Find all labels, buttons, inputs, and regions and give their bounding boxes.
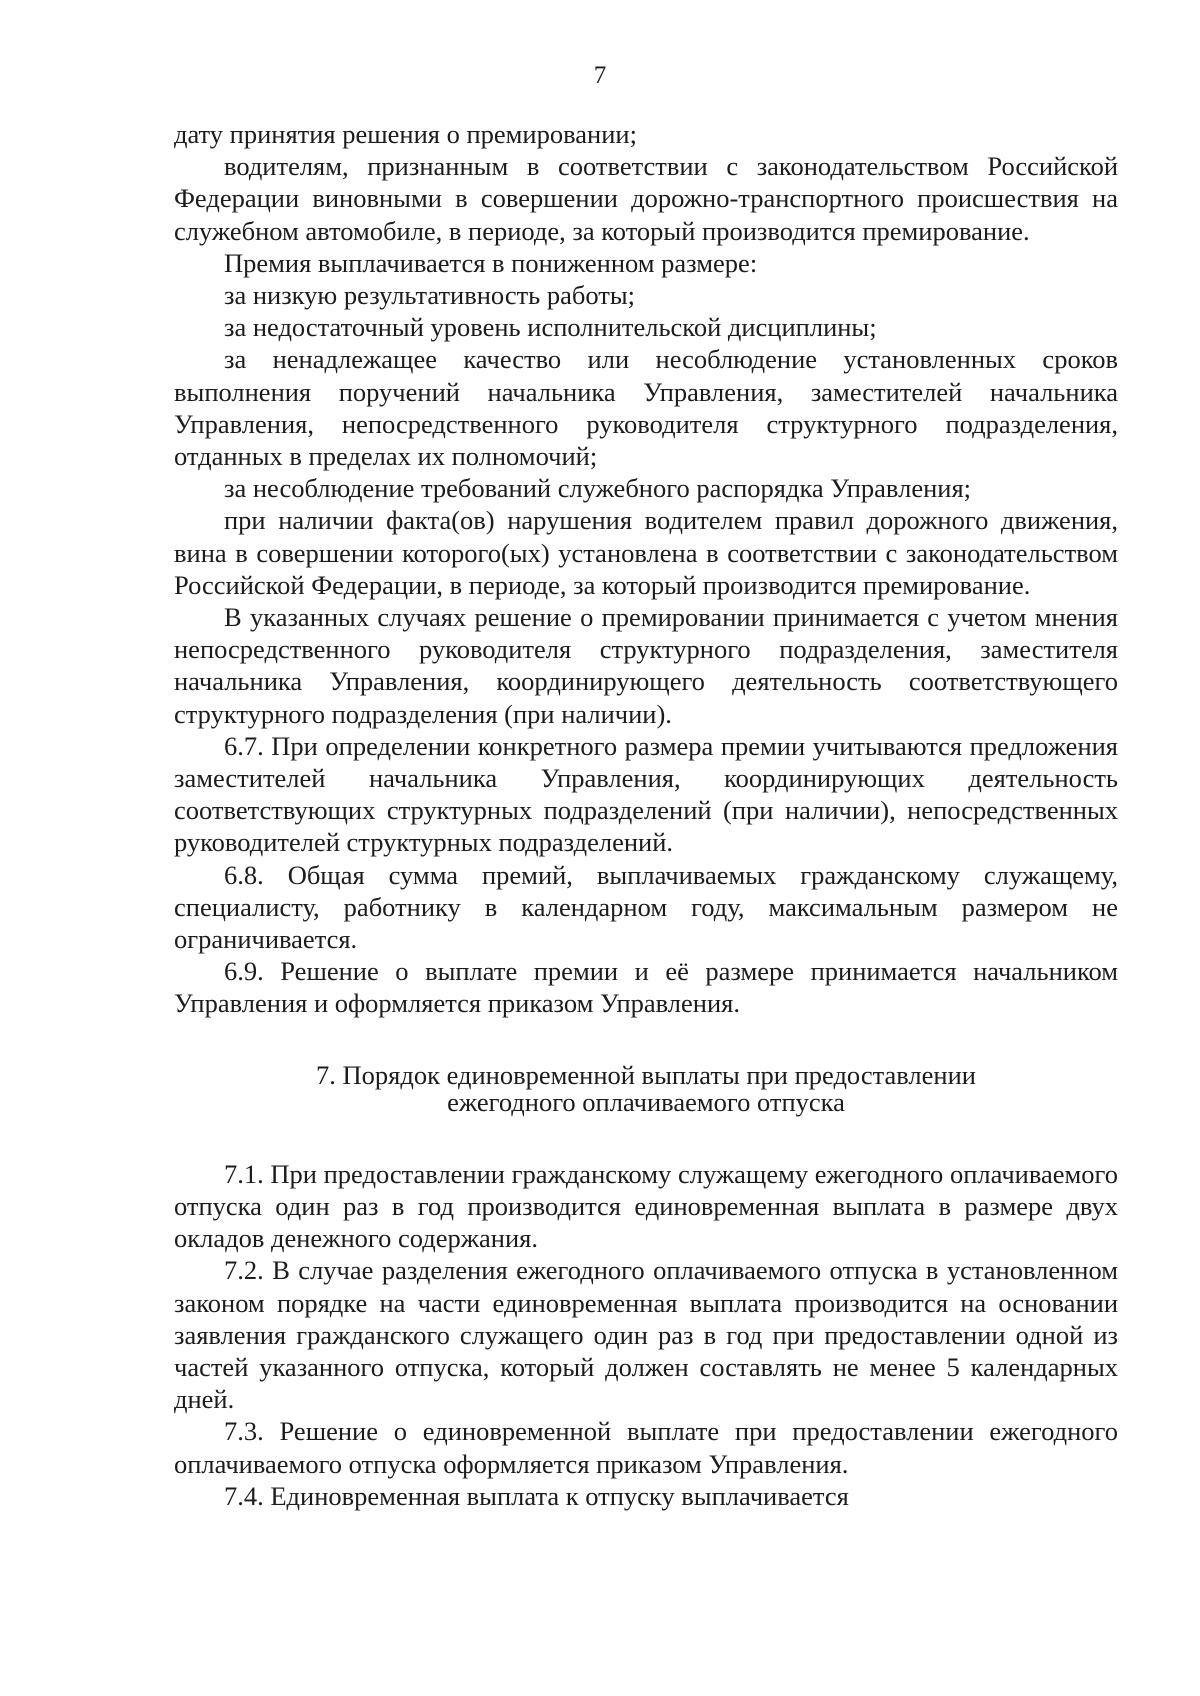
- page-number: 7: [593, 62, 607, 89]
- paragraph: Премия выплачивается в пониженном размере:: [224, 247, 758, 278]
- paragraph: при наличии факта(ов) нарушения водителем правил дорожного движения, вина в совершении которого(ых) установлена в соответствии с законодательством Российской Федерации, в периоде, за который производится премирование.: [174, 505, 1118, 600]
- paragraph: В указанных случаях решение о премировании принимается с учетом мнения непосредственного руководителя структурного подразделения, заместителя начальника Управления, координирующего деятельность соответствующего структурного подразделения (при наличии).: [174, 602, 1118, 729]
- paragraph: за недостаточный уровень исполнительской дисциплины;: [224, 312, 877, 343]
- paragraph: 7.4. Единовременная выплата к отпуску выплачивается: [224, 1480, 849, 1511]
- section-6-continuation: [174, 118, 1118, 1020]
- paragraph: 7.1. При предоставлении гражданскому служащему ежегодного оплачиваемого отпуска один раз в год производится единовременная выплата в размере двух окладов денежного содержания.: [174, 1158, 1118, 1254]
- paragraph: за низкую результативность работы;: [224, 280, 636, 311]
- paragraph: 6.9. Решение о выплате премии и её размере принимается начальником Управления и оформляется приказом Управления.: [174, 956, 1118, 1019]
- paragraph: 6.8. Общая сумма премий, выплачиваемых гражданскому служащему, специалисту, работнику в календарном году, максимальным размером не ограничивается.: [174, 859, 1118, 955]
- section-heading-line-2: ежегодного оплачиваемого отпуска: [447, 1086, 845, 1117]
- paragraph: за ненадлежащее качество или несоблюдение установленных сроков выполнения поручений начальника Управления, заместителей начальника Управления, непосредственного руководителя структурного подразделения, отданных в пределах их полномочий;: [174, 344, 1118, 472]
- paragraph: 7.3. Решение о единовременной выплате при предоставлении ежегодного оплачиваемого отпуска оформляется приказом Управления.: [174, 1416, 1118, 1479]
- document-body: [174, 118, 1118, 1512]
- section-7-body: [174, 1158, 1118, 1512]
- paragraph: дату принятия решения о премировании;: [174, 119, 637, 149]
- section-heading: [174, 1059, 1118, 1117]
- paragraph: за несоблюдение требований служебного распорядка Управления;: [224, 473, 971, 504]
- paragraph: водителям, признанным в соответствии с законодательством Российской Федерации виновными в совершении дорожно-транспортного происшествия на служебном автомобиле, в периоде, за который производится премирование.: [174, 151, 1118, 246]
- paragraph: 7.2. В случае разделения ежегодного оплачиваемого отпуска в установленном законом порядке на части единовременная выплата производится на основании заявления гражданского служащего один раз в год при предоставлении одной из частей указанного отпуска, который должен составлять не менее 5 календарных дней.: [174, 1255, 1118, 1415]
- section-heading-line-1: 7. Порядок единовременной выплаты при предоставлении: [316, 1059, 976, 1090]
- paragraph: 6.7. При определении конкретного размера премии учитываются предложения заместителей начальника Управления, координирующих деятельность соответствующих структурных подразделений (при наличии), непосредственных руководителей структурных подразделений.: [174, 730, 1118, 858]
